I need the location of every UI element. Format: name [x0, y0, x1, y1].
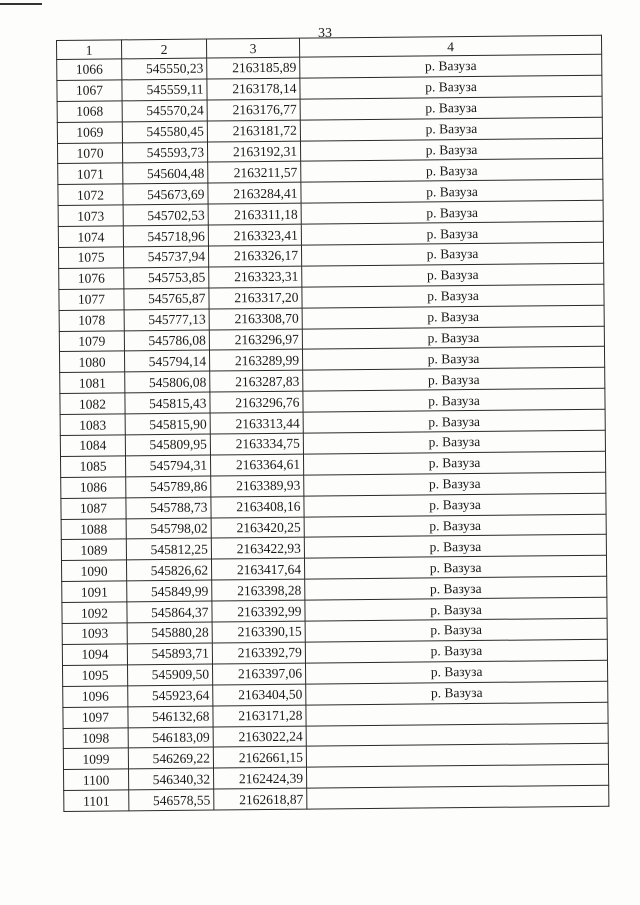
table-row	[64, 785, 609, 811]
x-coordinate-cell: 545812,25	[126, 539, 211, 561]
description-cell: р. Вазуза	[301, 200, 603, 224]
description-cell: р. Вазуза	[301, 159, 603, 183]
point-number-cell: 1067	[57, 80, 122, 102]
y-coordinate-cell: 2163404,50	[213, 684, 306, 706]
point-number-cell: 1075	[58, 247, 123, 269]
page-number: 33	[318, 26, 332, 41]
y-coordinate-cell: 2163185,89	[207, 57, 300, 79]
description-cell: р. Вазуза	[300, 54, 602, 78]
point-number-cell: 1101	[64, 790, 129, 812]
description-cell: р. Вазуза	[304, 493, 606, 517]
y-coordinate-cell: 2163323,41	[208, 224, 301, 246]
point-number-cell: 1087	[61, 498, 126, 520]
x-coordinate-cell: 545702,53	[123, 204, 208, 226]
point-number-cell: 1095	[63, 665, 128, 687]
description-cell: р. Вазуза	[302, 263, 604, 287]
y-coordinate-cell: 2163284,41	[208, 182, 301, 204]
description-cell: р. Вазуза	[302, 347, 604, 371]
x-coordinate-cell: 546132,68	[128, 706, 213, 728]
point-number-cell: 1068	[57, 101, 122, 123]
description-cell: р. Вазуза	[303, 451, 605, 475]
description-cell: р. Вазуза	[302, 305, 604, 329]
y-coordinate-cell: 2163398,28	[212, 579, 305, 601]
x-coordinate-cell: 545789,86	[126, 476, 211, 498]
y-coordinate-cell: 2163178,14	[207, 78, 300, 100]
point-number-cell: 1091	[62, 581, 127, 603]
description-cell: р. Вазуза	[300, 96, 602, 120]
point-number-cell: 1077	[59, 289, 124, 311]
point-number-cell: 1090	[61, 560, 126, 582]
description-cell: р. Вазуза	[300, 75, 602, 99]
point-number-cell: 1084	[60, 435, 125, 457]
point-number-cell: 1074	[58, 226, 123, 248]
point-number-cell: 1086	[61, 477, 126, 499]
x-coordinate-cell: 545794,31	[125, 455, 210, 477]
description-cell: р. Вазуза	[305, 639, 607, 663]
x-coordinate-cell: 545893,71	[127, 643, 212, 665]
description-cell: р. Вазуза	[302, 284, 604, 308]
y-coordinate-cell: 2163296,76	[210, 391, 303, 413]
description-cell: р. Вазуза	[301, 242, 603, 266]
description-cell: р. Вазуза	[302, 326, 604, 350]
point-number-cell: 1066	[57, 59, 122, 81]
description-cell: р. Вазуза	[301, 221, 603, 245]
y-coordinate-cell: 2163176,77	[207, 99, 300, 121]
y-coordinate-cell: 2163397,06	[212, 663, 305, 685]
x-coordinate-cell: 545815,43	[125, 392, 210, 414]
description-cell: р. Вазуза	[305, 660, 607, 684]
description-cell: р. Вазуза	[305, 577, 607, 601]
y-coordinate-cell: 2163390,15	[212, 621, 305, 643]
column-header-4: 4	[299, 35, 601, 57]
y-coordinate-cell: 2163334,75	[210, 433, 303, 455]
top-edge-rule	[0, 3, 42, 5]
description-cell: р. Вазуза	[304, 556, 606, 580]
y-coordinate-cell: 2163171,28	[213, 705, 306, 727]
point-number-cell: 1096	[63, 686, 128, 708]
x-coordinate-cell: 546183,09	[128, 727, 213, 749]
y-coordinate-cell: 2163392,79	[212, 642, 305, 664]
description-cell	[306, 744, 608, 768]
y-coordinate-cell: 2163364,61	[210, 454, 303, 476]
point-number-cell: 1076	[59, 268, 124, 290]
description-cell	[307, 785, 609, 809]
description-cell: р. Вазуза	[305, 618, 607, 642]
x-coordinate-cell: 545753,85	[124, 267, 209, 289]
x-coordinate-cell: 545604,48	[123, 163, 208, 185]
description-cell: р. Вазуза	[300, 138, 602, 162]
x-coordinate-cell: 546340,32	[129, 768, 214, 790]
description-cell: р. Вазуза	[300, 117, 602, 141]
description-cell: р. Вазуза	[301, 180, 603, 204]
x-coordinate-cell: 545880,28	[127, 622, 212, 644]
x-coordinate-cell: 545788,73	[126, 497, 211, 519]
point-number-cell: 1080	[59, 351, 124, 373]
point-number-cell: 1099	[63, 748, 128, 770]
x-coordinate-cell: 545798,02	[126, 518, 211, 540]
y-coordinate-cell: 2163211,57	[208, 162, 301, 184]
y-coordinate-cell: 2163287,83	[210, 371, 303, 393]
y-coordinate-cell: 2163289,99	[209, 350, 302, 372]
point-number-cell: 1069	[57, 122, 122, 144]
y-coordinate-cell: 2163392,99	[212, 600, 305, 622]
point-number-cell: 1083	[60, 414, 125, 436]
y-coordinate-cell: 2163022,24	[213, 726, 306, 748]
description-cell: р. Вазуза	[303, 409, 605, 433]
x-coordinate-cell: 545550,23	[122, 58, 207, 80]
point-number-cell: 1100	[64, 769, 129, 791]
point-number-cell: 1085	[60, 456, 125, 478]
x-coordinate-cell: 545673,69	[123, 183, 208, 205]
x-coordinate-cell: 545718,96	[123, 225, 208, 247]
description-cell: р. Вазуза	[306, 681, 608, 705]
y-coordinate-cell: 2163181,72	[207, 120, 300, 142]
description-cell: р. Вазуза	[304, 472, 606, 496]
x-coordinate-cell: 545593,73	[122, 142, 207, 164]
x-coordinate-cell: 545765,87	[124, 288, 209, 310]
y-coordinate-cell: 2163311,18	[208, 203, 301, 225]
y-coordinate-cell: 2163308,70	[209, 308, 302, 330]
y-coordinate-cell: 2163408,16	[211, 496, 304, 518]
point-number-cell: 1098	[63, 727, 128, 749]
table-body	[57, 54, 609, 811]
description-cell: р. Вазуза	[303, 430, 605, 454]
point-number-cell: 1071	[58, 163, 123, 185]
y-coordinate-cell: 2163313,44	[210, 412, 303, 434]
x-coordinate-cell: 545559,11	[122, 79, 207, 101]
description-cell	[306, 723, 608, 747]
coordinates-table	[56, 35, 609, 812]
description-cell: р. Вазуза	[305, 597, 607, 621]
x-coordinate-cell: 545786,08	[124, 330, 209, 352]
x-coordinate-cell: 546269,22	[128, 747, 213, 769]
point-number-cell: 1082	[60, 393, 125, 415]
y-coordinate-cell: 2162618,87	[214, 788, 307, 810]
y-coordinate-cell: 2162661,15	[213, 747, 306, 769]
x-coordinate-cell: 545864,37	[127, 601, 212, 623]
y-coordinate-cell: 2163317,20	[209, 287, 302, 309]
y-coordinate-cell: 2163192,31	[207, 141, 300, 163]
x-coordinate-cell: 545794,14	[124, 351, 209, 373]
y-coordinate-cell: 2163296,97	[209, 329, 302, 351]
x-coordinate-cell: 545580,45	[122, 121, 207, 143]
y-coordinate-cell: 2163420,25	[211, 517, 304, 539]
column-header-1: 1	[57, 40, 122, 60]
x-coordinate-cell: 545849,99	[127, 580, 212, 602]
point-number-cell: 1078	[59, 310, 124, 332]
x-coordinate-cell: 545923,64	[128, 685, 213, 707]
point-number-cell: 1070	[57, 142, 122, 164]
x-coordinate-cell: 545777,13	[124, 309, 209, 331]
description-cell: р. Вазуза	[304, 535, 606, 559]
y-coordinate-cell: 2163417,64	[211, 559, 304, 581]
x-coordinate-cell: 545570,24	[122, 100, 207, 122]
point-number-cell: 1079	[59, 330, 124, 352]
description-cell: р. Вазуза	[304, 514, 606, 538]
point-number-cell: 1092	[62, 602, 127, 624]
column-header-2: 2	[122, 39, 207, 59]
point-number-cell: 1094	[62, 644, 127, 666]
x-coordinate-cell: 545809,95	[125, 434, 210, 456]
x-coordinate-cell: 545826,62	[126, 559, 211, 581]
x-coordinate-cell: 545815,90	[125, 413, 210, 435]
y-coordinate-cell: 2163326,17	[208, 245, 301, 267]
x-coordinate-cell: 545806,08	[125, 371, 210, 393]
point-number-cell: 1088	[61, 518, 126, 540]
y-coordinate-cell: 2162424,39	[213, 767, 306, 789]
description-cell: р. Вазуза	[303, 388, 605, 412]
y-coordinate-cell: 2163389,93	[211, 475, 304, 497]
point-number-cell: 1081	[60, 372, 125, 394]
point-number-cell: 1093	[62, 623, 127, 645]
description-cell: р. Вазуза	[303, 368, 605, 392]
x-coordinate-cell: 545737,94	[123, 246, 208, 268]
y-coordinate-cell: 2163422,93	[211, 538, 304, 560]
x-coordinate-cell: 546578,55	[129, 789, 214, 811]
description-cell	[306, 702, 608, 726]
point-number-cell: 1089	[61, 539, 126, 561]
column-header-3: 3	[206, 38, 299, 58]
point-number-cell: 1072	[58, 184, 123, 206]
y-coordinate-cell: 2163323,31	[209, 266, 302, 288]
description-cell	[306, 765, 608, 789]
point-number-cell: 1073	[58, 205, 123, 227]
point-number-cell: 1097	[63, 706, 128, 728]
x-coordinate-cell: 545909,50	[127, 664, 212, 686]
